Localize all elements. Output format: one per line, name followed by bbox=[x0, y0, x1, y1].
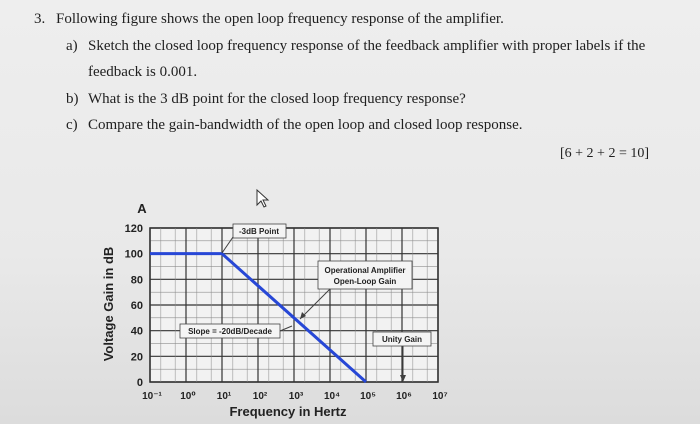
y-tick-label: 60 bbox=[130, 300, 143, 312]
part-c-label: c) bbox=[66, 117, 78, 133]
x-tick-label: 10¹ bbox=[216, 391, 232, 402]
minus3db-label: -3dB Point bbox=[239, 227, 279, 236]
opamp-label-line1: Operational Amplifier bbox=[324, 266, 406, 275]
question-number: 3. bbox=[34, 11, 46, 27]
x-tick-label: 10⁷ bbox=[432, 391, 448, 402]
part-b-label: b) bbox=[66, 91, 79, 107]
y-tick-labels bbox=[125, 223, 143, 389]
cursor-pointer-icon bbox=[257, 190, 268, 207]
slope-label: Slope = -20dB/Decade bbox=[188, 327, 272, 336]
x-tick-label: 10⁴ bbox=[323, 391, 341, 402]
x-axis-label: Frequency in Hertz bbox=[229, 404, 347, 419]
y-tick-label: 80 bbox=[130, 274, 143, 287]
part-a-text-continued: feedback is 0.001. bbox=[88, 64, 198, 80]
x-tick-labels bbox=[142, 391, 447, 402]
unity-label: Unity Gain bbox=[381, 335, 423, 344]
y-tick-label: 20 bbox=[130, 351, 143, 364]
y-tick-label: 120 bbox=[124, 223, 143, 235]
x-tick-label: 10⁰ bbox=[180, 391, 196, 402]
y-tick-label: 0 bbox=[136, 377, 143, 389]
y-axis-label: Voltage Gain in dB bbox=[101, 246, 116, 362]
y-axis-letter: A bbox=[137, 201, 147, 216]
part-a-text: Sketch the closed loop frequency response of the feedback amplifier with proper labels if the bbox=[88, 38, 646, 54]
part-a-label: a) bbox=[66, 38, 78, 54]
x-tick-label: 10³ bbox=[288, 391, 304, 402]
opamp-label-line2: Open-Loop Gain bbox=[333, 277, 397, 286]
part-c-text: Compare the gain-bandwidth of the open loop and closed loop response. bbox=[88, 117, 523, 133]
marks-allocation: [6 + 2 + 2 = 10] bbox=[560, 146, 650, 161]
x-tick-label: 10⁶ bbox=[396, 391, 412, 402]
question-text: Following figure shows the open loop frequency response of the amplifier. bbox=[56, 11, 504, 27]
x-tick-label: 10² bbox=[252, 391, 268, 402]
x-tick-label: 10⁻¹ bbox=[142, 391, 162, 402]
x-tick-label: 10⁵ bbox=[360, 391, 376, 402]
y-tick-label: 100 bbox=[124, 248, 143, 261]
part-b-text: What is the 3 dB point for the closed loop frequency response? bbox=[88, 91, 466, 107]
y-tick-label: 40 bbox=[130, 325, 143, 338]
